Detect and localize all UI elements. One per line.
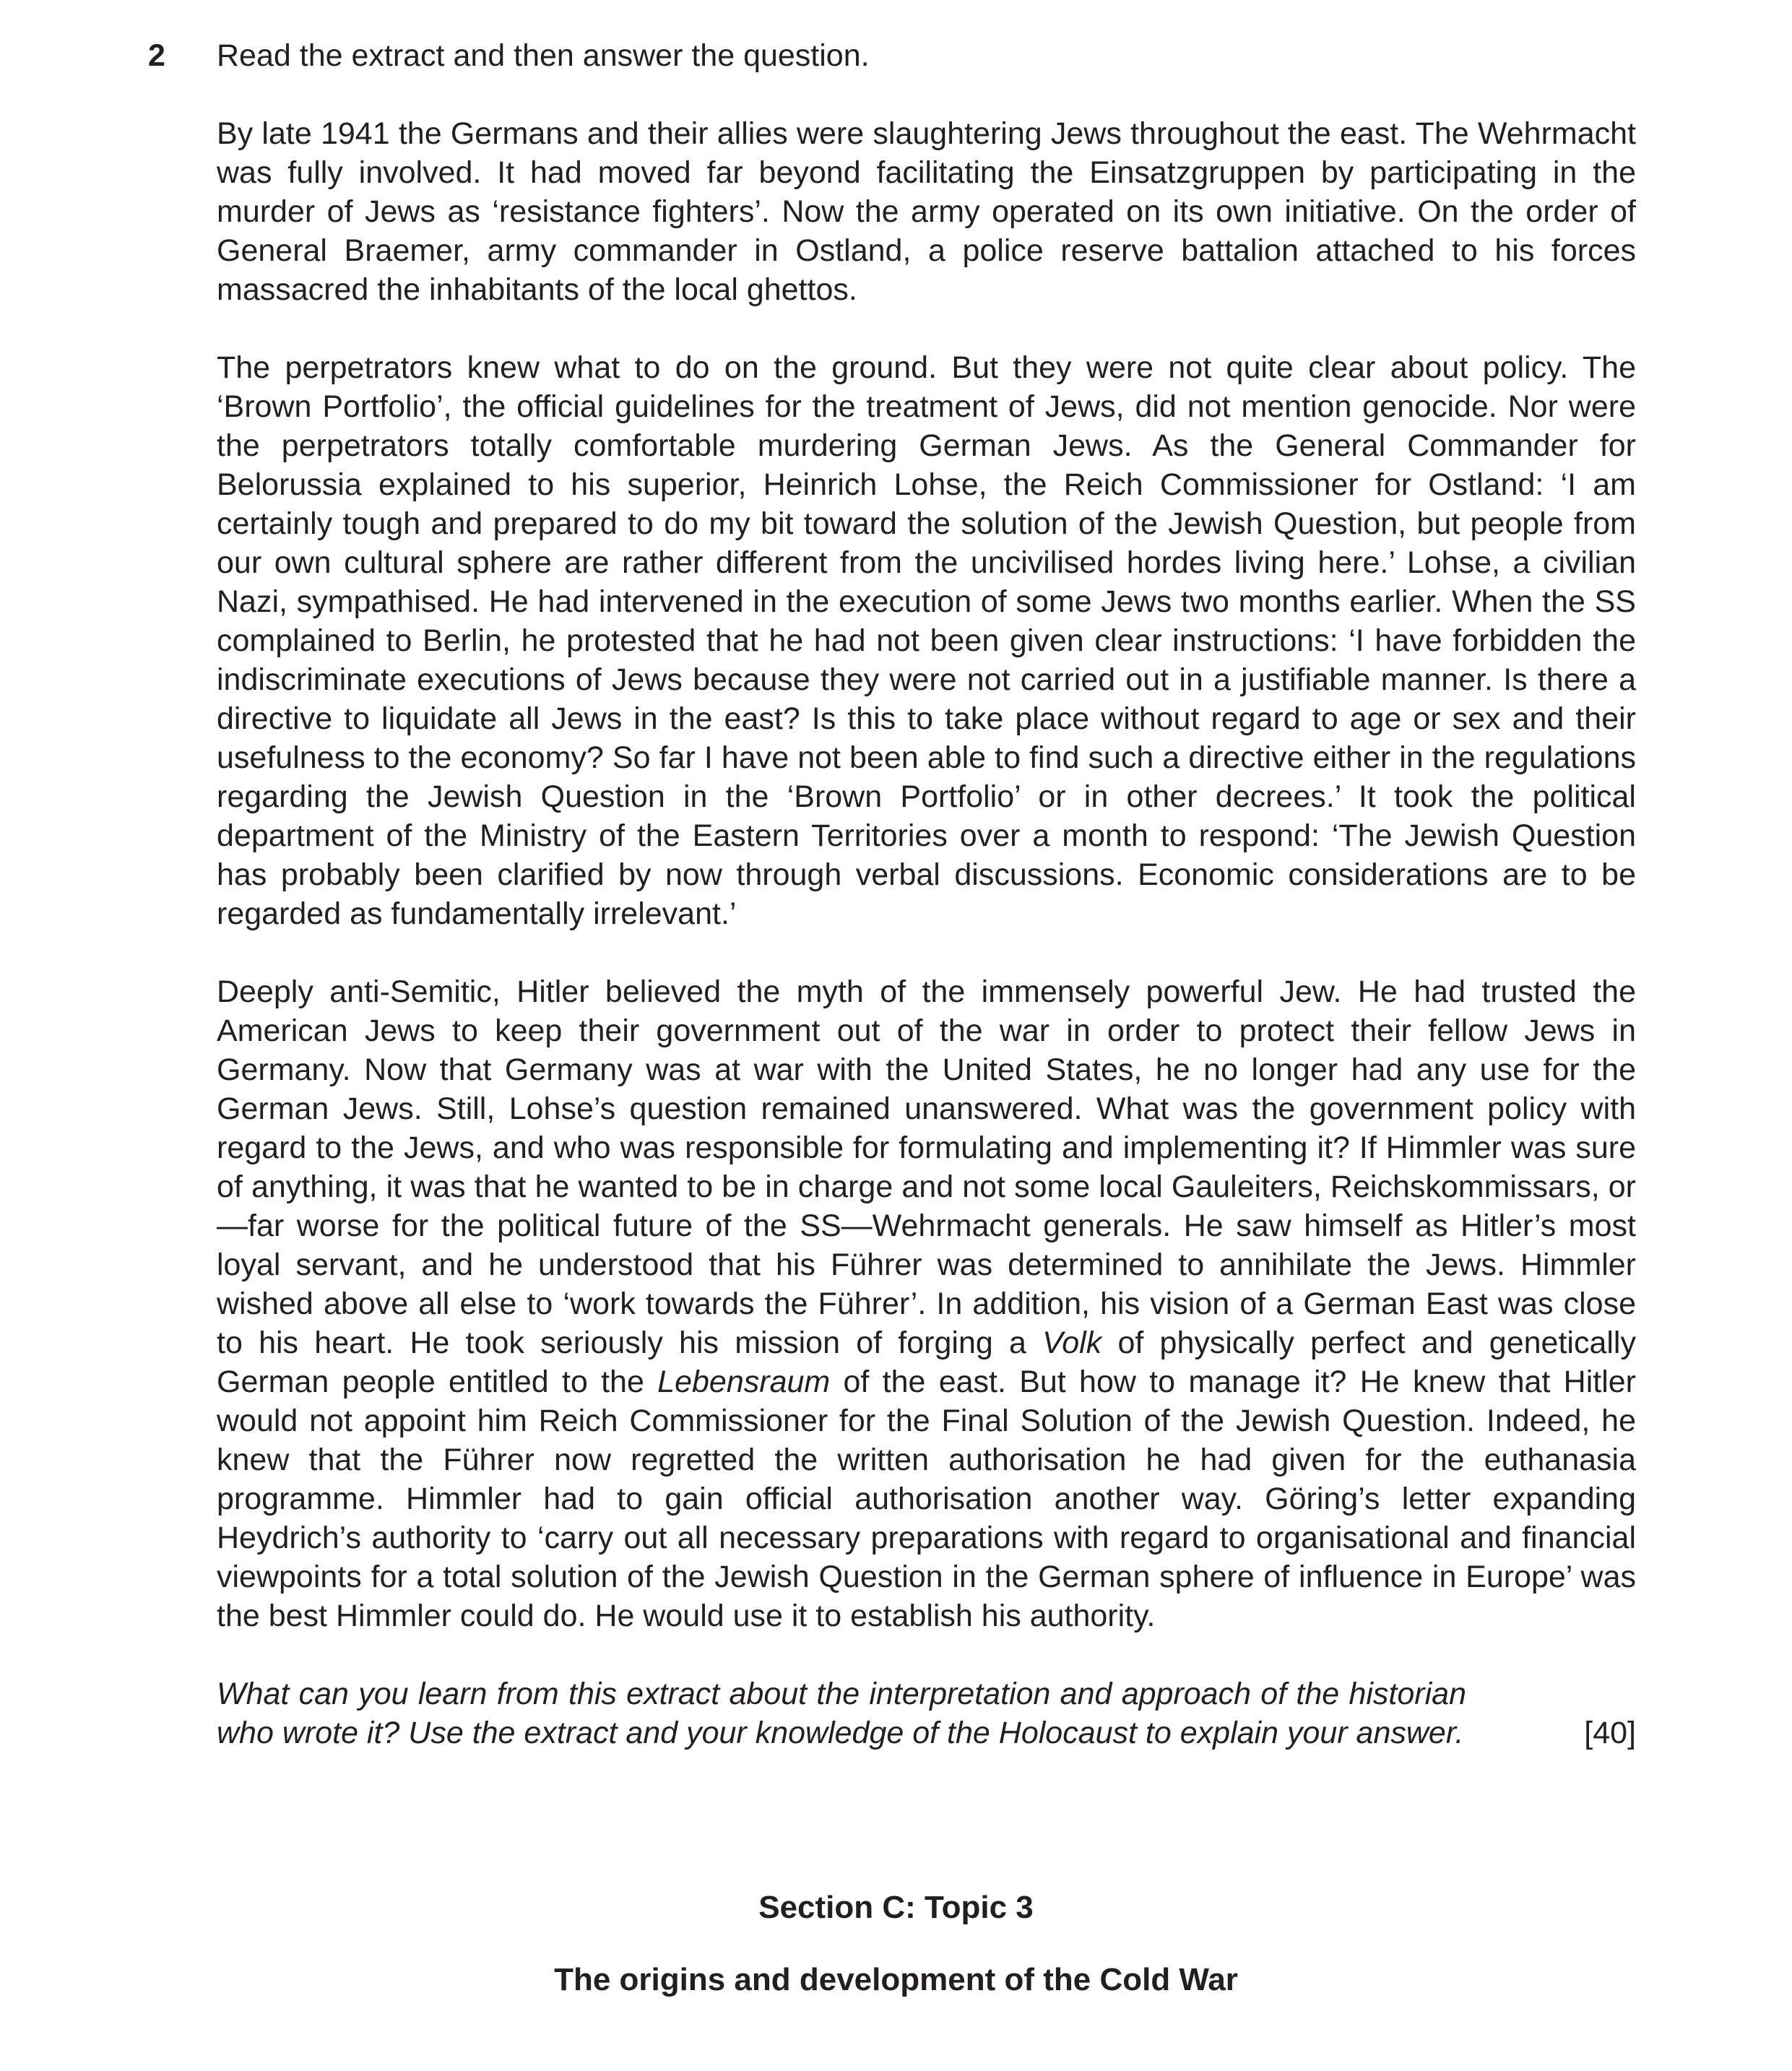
section-topic-title: The origins and development of the Cold War: [554, 1962, 1238, 1997]
extract-paragraph-3-part-3: of the east. But how to manage it? He knew that Hitler would not appoint him Reich Commissioner for the Final Solution of the Jewish Question. Indeed, he knew that the Führer now regretted the written authorisation he had given for the euthanasia programme. Himmler had to gain official authorisation another way. Göring’s letter expanding Heydrich’s authority to ‘carry out all necessary preparations with regard to organisational and financial viewpoints for a total solution of the Jewish Question in the German sphere of influence in Europe’ was the best Himmler could do. He would use it to establish his authority.: [217, 1365, 1636, 1633]
italic-term-volk: Volk: [1042, 1326, 1102, 1360]
question-content: [217, 36, 1636, 1752]
extract-paragraph-2: The perpetrators knew what to do on the ground. But they were not quite clear about policy. The ‘Brown Portfolio’, the official guidelines for the treatment of Jews, did not mention genocide. Nor were the perpetrators totally comfortable murdering German Jews. As the General Commander for Belorussia explained to his superior, Heinrich Lohse, the Reich Commissioner for Ostland: ‘I am certainly tough and prepared to do my bit toward the solution of the Jewish Question, but people from our own cultural sphere are rather different from the uncivilised hordes living here.’ Lohse, a civilian Nazi, sympathised. He had intervened in the execution of some Jews two months earlier. When the SS complained to Berlin, he protested that he had not been given clear instructions: ‘I have forbidden the indiscriminate executions of Jews because they were not carried out in a justifiable manner. Is there a directive to liquidate all Jews in the east? Is this to take place without regard to age or sex and their usefulness to the economy? So far I have not been able to find such a directive either in the regulations regarding the Jewish Question in the ‘Brown Portfolio’ or in other decrees.’ It took the political department of the Ministry of the Eastern Territories over a month to respond: ‘The Jewish Question has probably been clarified by now through verbal discussions. Economic considerations are to be regarded as fundamentally irrelevant.’: [217, 350, 1636, 931]
extract-paragraph-3-part-1: Deeply anti-Semitic, Hitler believed the myth of the immensely powerful Jew. He had trusted the American Jews to keep their government out of the war in order to protect their fellow Jews in Germany. Now that Germany was at war with the United States, he no longer had any use for the German Jews. Still, Lohse’s question remained unanswered. What was the government policy with regard to the Jews, and who was responsible for formulating and implementing it? If Himmler was sure of anything, it was that he wanted to be in charge and not some local Gauleiters, Reichskommissars, or—far worse for the political future of the SS—Wehrmacht generals. He saw himself as Hitler’s most loyal servant, and he understood that his Führer was determined to annihilate the Jews. Himmler wished above all else to ‘work towards the Führer’. In addition, his vision of a German East was close to his heart. He took seriously his mission of forging a: [217, 974, 1636, 1360]
extract-paragraph-1: By late 1941 the Germans and their allies were slaughtering Jews throughout the east. The Wehrmacht was fully involved. It had moved far beyond facilitating the Einsatzgruppen by participating in the murder of Jews as ‘resistance fighters’. Now the army operated on its own initiative. On the order of General Braemer, army commander in Ostland, a police reserve battalion attached to his forces massacred the inhabitants of the local ghettos.: [217, 116, 1636, 307]
question-prompt: What can you learn from this extract about the interpretation and approach of the historian who wrote it? Use the extract and your knowledge of the Holocaust to explain your answer.: [217, 1677, 1466, 1750]
question-number: 2: [148, 38, 165, 73]
section-heading: Section C: Topic 3: [758, 1890, 1034, 1925]
extract-paragraph-3: [217, 972, 1636, 1635]
question-prompt-block: [217, 1674, 1636, 1752]
question-instruction: Read the extract and then answer the question.: [217, 38, 870, 73]
italic-term-lebensraum: Lebensraum: [657, 1365, 831, 1399]
extract-paragraph-3-part-2: of physically perfect and genetically German people entitled to the: [217, 1326, 1636, 1399]
question-marks: [40]: [1584, 1716, 1636, 1750]
